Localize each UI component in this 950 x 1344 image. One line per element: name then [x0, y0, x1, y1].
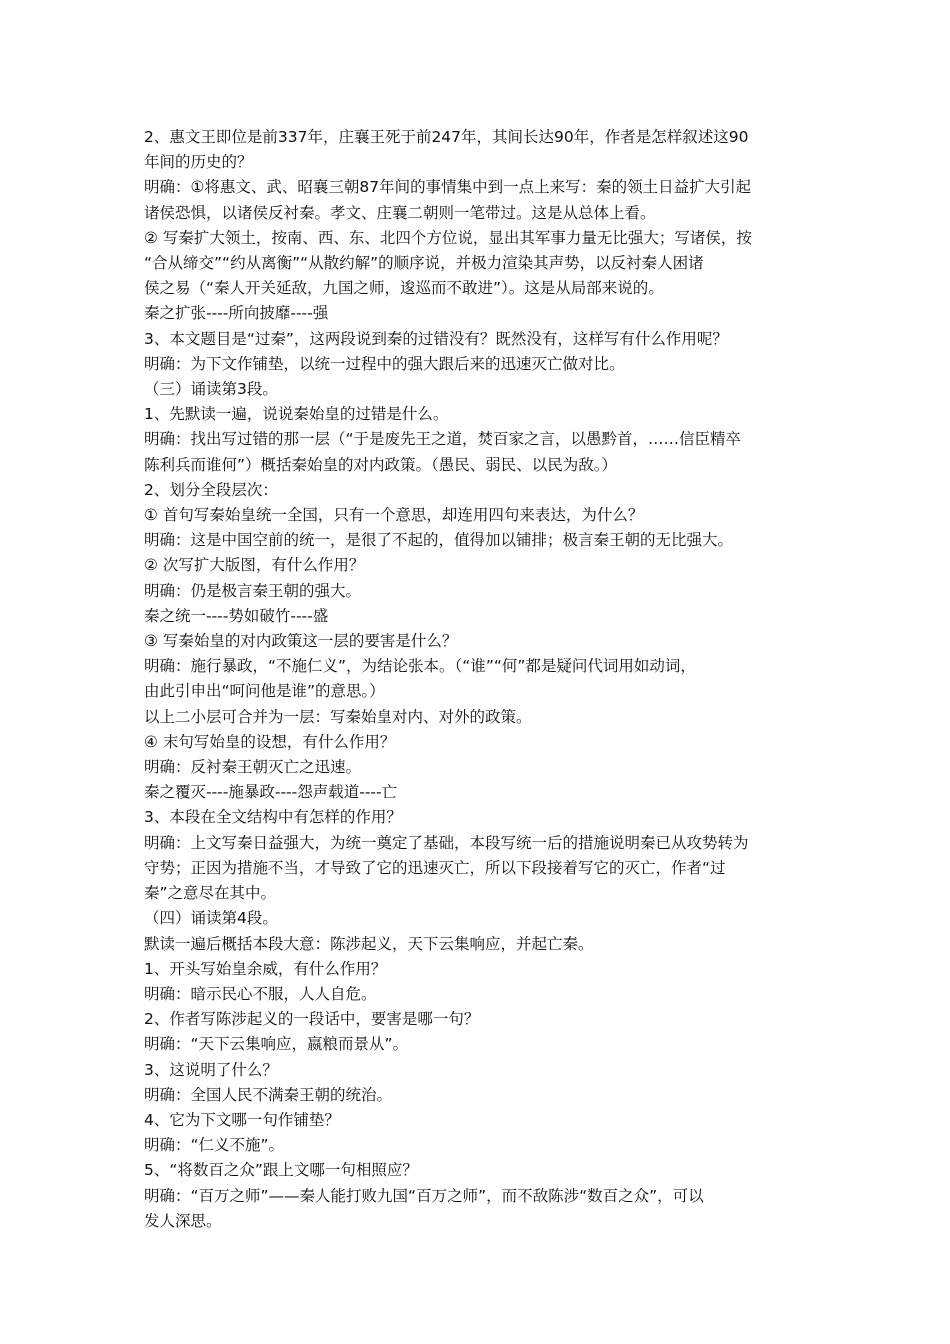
text-line: 明确：上文写秦日益强大，为统一奠定了基础，本段写统一后的措施说明秦已从攻势转为 [144, 833, 749, 852]
summary-line: 秦之统一----势如破竹----盛 [144, 606, 329, 625]
question-line: 1、先默读一遍，说说秦始皇的过错是什么。 [144, 405, 449, 424]
text-line: ③ 写秦始皇的对内政策这一层的要害是什么？ [144, 632, 458, 651]
text-line: 年间的历史的？ [144, 153, 253, 172]
section-heading: （四）诵读第4段。 [144, 909, 278, 928]
summary-line: 秦之扩张----所向披靡----强 [144, 304, 329, 323]
text-line: 明确：为下文作铺垫，以统一过程中的强大跟后来的迅速灭亡做对比。 [144, 354, 625, 373]
question-line: 4、它为下文哪一句作铺垫？ [144, 1110, 340, 1129]
text-line: 发人深思。 [144, 1211, 222, 1230]
text-line: 明确：这是中国空前的统一，是很了不起的，值得加以铺排；极言秦王朝的无比强大。 [144, 531, 734, 550]
question-line: 3、这说明了什么？ [144, 1060, 278, 1079]
question-line: 3、本段在全文结构中有怎样的作用？ [144, 808, 402, 827]
text-line: ④ 末句写始皇的设想，有什么作用？ [144, 732, 396, 751]
text-line: 2、惠文王即位是前337年，庄襄王死于前247年，其间长达90年，作者是怎样叙述这90 [144, 128, 749, 146]
summary-line: 秦之覆灭----施暴政----怨声载道----亡 [144, 783, 398, 802]
text-line: 明确：“仁义不施”。 [144, 1136, 285, 1155]
text-line: 明确：“百万之师”——秦人能打败九国“百万之师”，而不敌陈涉“数百之众”，可以 [144, 1186, 704, 1205]
text-line: 守势；正因为措施不当，才导致了它的迅速灭亡，所以下段接着写它的灭亡，作者“过 [144, 858, 726, 877]
question-line: 2、作者写陈涉起义的一段话中，要害是哪一句？ [144, 1010, 480, 1029]
text-line: 明确：暗示民心不服，人人自危。 [144, 984, 377, 1003]
text-line: 侯之易（“秦人开关延敌，九国之师，逡巡而不敢进”）。这是从局部来说的。 [144, 279, 664, 298]
text-line: 明确：仍是极言秦王朝的强大。 [144, 581, 362, 600]
text-line: ② 写秦扩大领土，按南、西、东、北四个方位说，显出其军事力量无比强大；写诸侯，按 [144, 228, 752, 247]
section-heading: （三）诵读第3段。 [144, 380, 278, 399]
text-line: 明确：①将惠文、武、昭襄三朝87年间的事情集中到一点上来写：秦的领土日益扩大引起 [144, 178, 752, 197]
text-line: 明确：施行暴政，“不施仁义”，为结论张本。（“谁”“何”都是疑问代词用如动词， [144, 657, 696, 676]
text-line: ① 首句写秦始皇统一全国，只有一个意思，却连用四句来表达，为什么？ [144, 506, 644, 525]
question-line: 3、本文题目是“过秦”，这两段说到秦的过错没有？既然没有，这样写有什么作用呢？ [144, 329, 728, 348]
text-line: ② 次写扩大版图，有什么作用？ [144, 556, 365, 575]
text-line: 以上二小层可合并为一层：写秦始皇对内、对外的政策。 [144, 707, 532, 726]
text-line: 秦”之意尽在其中。 [144, 884, 277, 903]
text-line: 明确：反衬秦王朝灭亡之迅速。 [144, 758, 362, 777]
text-line: 诸侯恐惧，以诸侯反衬秦。孝文、庄襄二朝则一笔带过。这是从总体上看。 [144, 203, 656, 222]
text-line: “合从缔交”“约从离衡”“从散约解”的顺序说，并极力渲染其声势，以反衬秦人困诸 [144, 254, 704, 273]
text-line: 陈利兵而谁何”）概括秦始皇的对内政策。（愚民、弱民、以民为敌。） [144, 455, 618, 474]
text-line: 由此引申出“呵问他是谁”的意思。） [144, 682, 385, 701]
text-line: 默读一遍后概括本段大意：陈涉起义，天下云集响应，并起亡秦。 [144, 934, 594, 953]
document-page [144, 125, 810, 1234]
text-line: 明确：找出写过错的那一层（“于是废先王之道，焚百家之言，以愚黔首，……信臣精卒 [144, 430, 742, 449]
question-line: 2、划分全段层次： [144, 480, 278, 499]
text-line: 明确：“天下云集响应，嬴粮而景从”。 [144, 1035, 409, 1054]
text-line: 明确：全国人民不满秦王朝的统治。 [144, 1085, 393, 1104]
question-line: 5、“将数百之众”跟上文哪一句相照应？ [144, 1161, 418, 1180]
question-line: 1、开头写始皇余威，有什么作用？ [144, 959, 387, 978]
